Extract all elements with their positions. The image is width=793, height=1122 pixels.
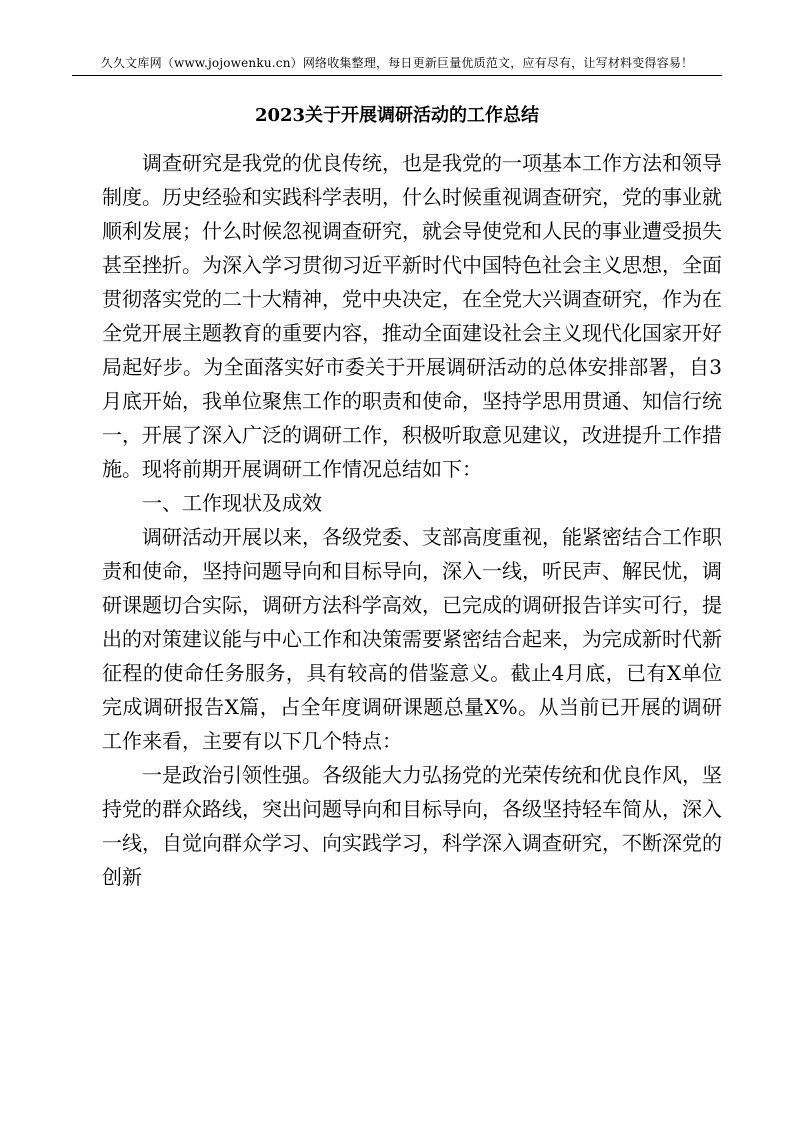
section-heading: 一、工作现状及成效 xyxy=(142,491,322,515)
header-divider xyxy=(72,75,722,76)
paragraph-status: 调研活动开展以来，各级党委、支部高度重视，能紧密结合工作职责和使命，坚持问题导向和目标导向，深入一线，听民声、解民忧，调研课题切合实际，调研方法科学高效，已完成的调研报告详实可行，提出的对策建议能与中心工作和决策需要紧密结合起来，为完成新时代新征程的使命任务服务，具有较高的借鉴意义。截止4月底，已有X单位完成调研报告X篇，占全年度调研课题总量X%。从当前已开展的调研工作来看，主要有以下几个特点： xyxy=(102,525,722,753)
page-header: 久久文库网（www.jojowenku.cn）网络收集整理，每日更新巨量优质范文，应有尽有，让写材料变得容易！ xyxy=(100,56,694,70)
paragraph-intro: 调查研究是我党的优良传统，也是我党的一项基本工作方法和领导制度。历史经验和实践科学表明，什么时候重视调查研究，党的事业就顺利发展；什么时候忽视调查研究，就会导使党和人民的事业遭受损失甚至挫折。为深入学习贯彻习近平新时代中国特色社会主义思想，全面贯彻落实党的二十大精神，党中央决定，在全党大兴调查研究，作为在全党开展主题教育的重要内容，推动全面建设社会主义现代化国家开好局起好步。为全面落实好市委关于开展调研活动的总体安排部署，自3月底开始，我单位聚焦工作的职责和使命，坚持学思用贯通、知信行统一，开展了深入广泛的调研工作，积极听取意见建议，改进提升工作措施。现将前期开展调研工作情况总结如下： xyxy=(102,151,722,481)
document-title: 2023关于开展调研活动的工作总结 xyxy=(254,105,540,126)
paragraph-feature-one: 一是政治引领性强。各级能大力弘扬党的光荣传统和优良作风，坚持党的群众路线，突出问题导向和目标导向，各级坚持轻车简从，深入一线，自觉向群众学习、向实践学习，科学深入调查研究，不断深党的创新 xyxy=(102,763,722,889)
document-body xyxy=(102,146,722,894)
